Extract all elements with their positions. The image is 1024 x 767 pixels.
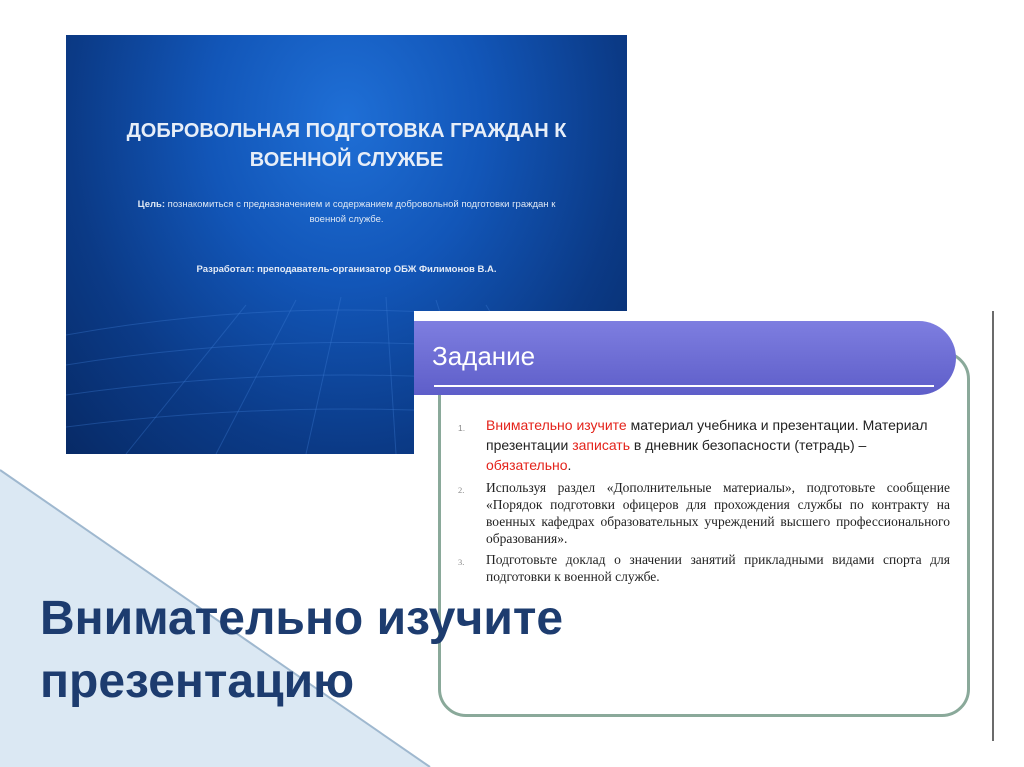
caption-line2: презентацию xyxy=(40,655,355,708)
task1-highlight-write: записать xyxy=(572,437,631,453)
slide1-title-line1: ДОБРОВОЛЬНАЯ ПОДГОТОВКА ГРАЖДАН К xyxy=(126,120,567,142)
task-header-underline xyxy=(434,385,934,387)
task2-text: Используя раздел «Дополнительные материалы», подготовьте сообщение «Порядок подготовки офицеров для прохождения службы по контракту на военных кафедрах образовательных учреждений высшего профессионального образования». xyxy=(486,480,950,546)
task-item-1 xyxy=(458,415,950,475)
task1-text-b: в дневник безопасности (тетрадь) – xyxy=(630,437,867,453)
task-item-3 xyxy=(458,551,950,585)
task-header-bar xyxy=(414,321,956,395)
goal-text-line2: военной службе. xyxy=(309,214,384,225)
task1-text-c: . xyxy=(567,457,572,473)
task1-highlight-mandatory: обязательно xyxy=(486,457,568,473)
page-caption xyxy=(40,587,680,713)
task-item-2 xyxy=(458,479,950,547)
task-number: 2. xyxy=(458,485,465,495)
slide1-title xyxy=(86,117,607,175)
slide2-right-border xyxy=(992,311,994,741)
task1-highlight-study: Внимательно изучите xyxy=(486,417,627,433)
caption-line1: Внимательно изучите xyxy=(40,592,564,645)
slide1-title-line2: ВОЕННОЙ СЛУЖБЕ xyxy=(249,149,444,171)
goal-text-line1: познакомиться с предназначением и содержанием добровольной подготовки граждан к xyxy=(165,199,556,210)
task-header-title: Задание xyxy=(432,341,536,371)
slide1-goal xyxy=(96,197,597,227)
goal-label: Цель: xyxy=(137,199,166,210)
task-list xyxy=(458,415,950,585)
task3-text: Подготовьте доклад о значении занятий прикладными видами спорта для подготовки к военной службе. xyxy=(486,552,950,584)
task1-text-a: материал учебника и презентации. Материал презентации xyxy=(486,417,928,453)
task-number: 1. xyxy=(458,423,466,433)
slide1-author: Разработал: преподаватель-организатор ОБЖ Филимонов В.А. xyxy=(196,264,497,275)
task-number: 3. xyxy=(458,557,465,567)
